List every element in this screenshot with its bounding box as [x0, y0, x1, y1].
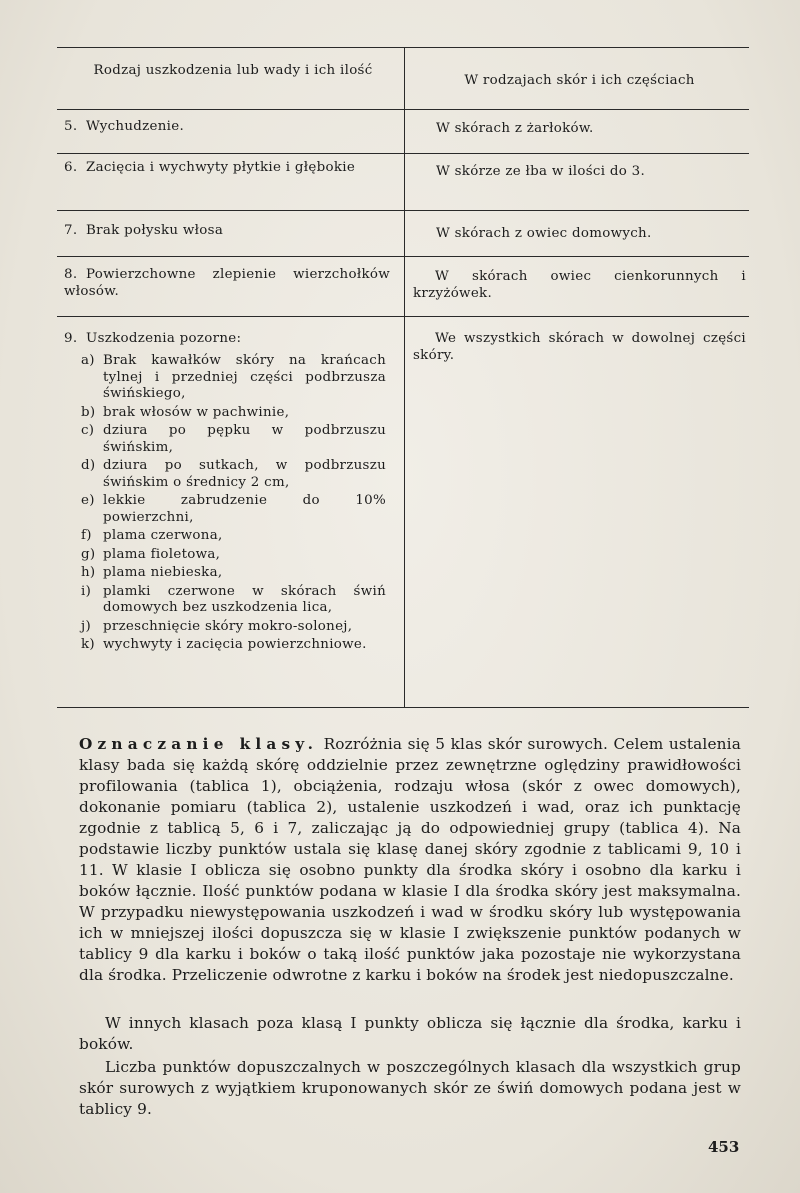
list-item: [64, 584, 386, 617]
subitem-text: plamki czerwone w skórach świń domowych bez uszkodzenia lica,: [103, 583, 386, 615]
subitem-label: k): [81, 637, 95, 652]
row-number: 8.: [64, 267, 78, 282]
row-defect: Zacięcia i wychwyty płytkie i głębokie: [86, 160, 356, 175]
list-item: [64, 405, 386, 422]
row-defect: Brak połysku włosa: [86, 223, 224, 238]
subitem-label: h): [81, 565, 96, 580]
body-paragraph: [79, 734, 741, 986]
body-paragraph: Liczba punktów dopuszczalnych w poszczególnych klasach dla wszystkich grup skór surowych z wyjątkiem kruponowanych skór ze świń domowych podana jest w tablicy 9.: [79, 1058, 741, 1118]
row-skin-type: We wszystkich skórach w dowolnej części skóry.: [413, 331, 746, 363]
subitem-label: f): [81, 528, 92, 543]
table-row-rule: [57, 153, 749, 154]
table-bottom-rule: [57, 707, 749, 708]
row-skin-type: W skórze ze łba w ilości do 3.: [436, 164, 646, 179]
table-header-left: Rodzaj uszkodzenia lub wady i ich ilość: [93, 63, 373, 78]
subitem-label: a): [81, 353, 95, 368]
list-item: [64, 619, 386, 636]
subitem-text: plama niebieska,: [103, 565, 223, 580]
subitem-label: c): [81, 423, 95, 438]
subitem-text: Brak kawałków skóry na krańcach tylnej i przedniej części podbrzusza świńskiego,: [103, 353, 386, 401]
row-defect: Powierzchowne zlepienie wierzchołków włosów.: [64, 267, 390, 299]
table-row: [64, 222, 390, 239]
subitem-text: brak włosów w pachwinie,: [103, 404, 290, 420]
row-defect: Wychudzenie.: [86, 119, 185, 134]
table-row-rule: [57, 256, 749, 257]
list-item: [64, 353, 386, 403]
list-item: [64, 547, 386, 564]
table-row-rule: [57, 316, 749, 317]
row-defect: Uszkodzenia pozorne:: [86, 331, 242, 346]
subitem-label: b): [81, 404, 96, 420]
subitem-text: dziura po sutkach, w podbrzuszu świńskim o średnicy 2 cm,: [103, 458, 386, 490]
row-number: 6.: [64, 160, 78, 175]
list-item: [64, 637, 386, 654]
page-number: 453: [708, 1138, 740, 1156]
subitem-text: dziura po pępku w podbrzuszu świńskim,: [103, 423, 386, 455]
subitem-label: e): [81, 493, 95, 508]
table-row: [64, 330, 390, 347]
list-item: [64, 565, 386, 582]
table-row: [64, 266, 390, 300]
subitem-text: plama fioletowa,: [103, 546, 221, 562]
subitem-text: plama czerwona,: [103, 528, 223, 543]
list-item: [64, 528, 386, 545]
list-item: [64, 493, 386, 526]
subitem-text: wychwyty i zacięcia powierzchniowe.: [103, 637, 367, 652]
row-skin-type: W skórach z żarłoków.: [436, 121, 594, 136]
row-number: 5.: [64, 119, 78, 134]
table-header-rule: [57, 109, 749, 110]
paragraph-text: Rozróżnia się 5 klas skór surowych. Celem ustalenia klasy bada się każdą skórę oddzielnie przez zewnętrzne oględziny prawidłowości profilowania (tablica 1), obciążenia, rodzaju włosa (skór z owec domowych), dokonanie pomiaru (tablica 2), ustalenie uszkodzeń i wad, oraz ich punktację zgodnie z tablicą 5, 6 i 7, zaliczając ją do odpowiedniej grupy (tablica 4). Na podstawie liczby punktów ustala się klasę danej skóry zgodnie z tablicami 9, 10 i 11. W klasie I oblicza się osobno punkty dla środka skóry i osobno dla karku i boków łącznie. Ilość punktów podana w klasie I dla środka skóry jest maksymalna. W przypadku niewystępowania uszkodzeń i wad w środku skóry lub występowania ich w mniejszej ilości dopuszcza się w klasie I zwiększenie punktów podanych w tablicy 9 dla karku i boków o taką ilość punktów jaka pozostaje nie wykorzystana dla środka. Przeliczenie odwrotne z karku i boków na środek jest niedopuszczalne.: [79, 735, 741, 984]
table-header-right: W rodzajach skór i ich częściach: [464, 73, 695, 88]
subitem-label: j): [81, 618, 91, 634]
body-paragraph: W innych klasach poza klasą I punkty oblicza się łącznie dla środka, karku i boków.: [79, 1014, 741, 1053]
list-item: [64, 458, 386, 491]
row-number: 9.: [64, 331, 78, 346]
subitem-text: lekkie zabrudzenie do 10% powierzchni,: [103, 493, 386, 525]
table-row-rule: [57, 210, 749, 211]
row-skin-type: W skórach owiec cienkorunnych i krzyżówek.: [413, 269, 746, 301]
table-top-rule: [57, 47, 749, 48]
row-number: 7.: [64, 223, 78, 238]
section-heading: Oznaczanie klasy.: [79, 735, 319, 753]
subitem-label: g): [81, 546, 96, 562]
subitem-label: d): [81, 458, 96, 473]
subitem-label: i): [81, 583, 92, 599]
list-item: [64, 423, 386, 456]
table-row: [64, 159, 390, 176]
row-skin-type: W skórach z owiec domowych.: [436, 226, 652, 241]
subitem-list: [64, 353, 386, 656]
subitem-text: przeschnięcie skóry mokro-solonej,: [103, 618, 353, 634]
table-column-divider: [404, 47, 405, 707]
table-row: [64, 118, 390, 135]
